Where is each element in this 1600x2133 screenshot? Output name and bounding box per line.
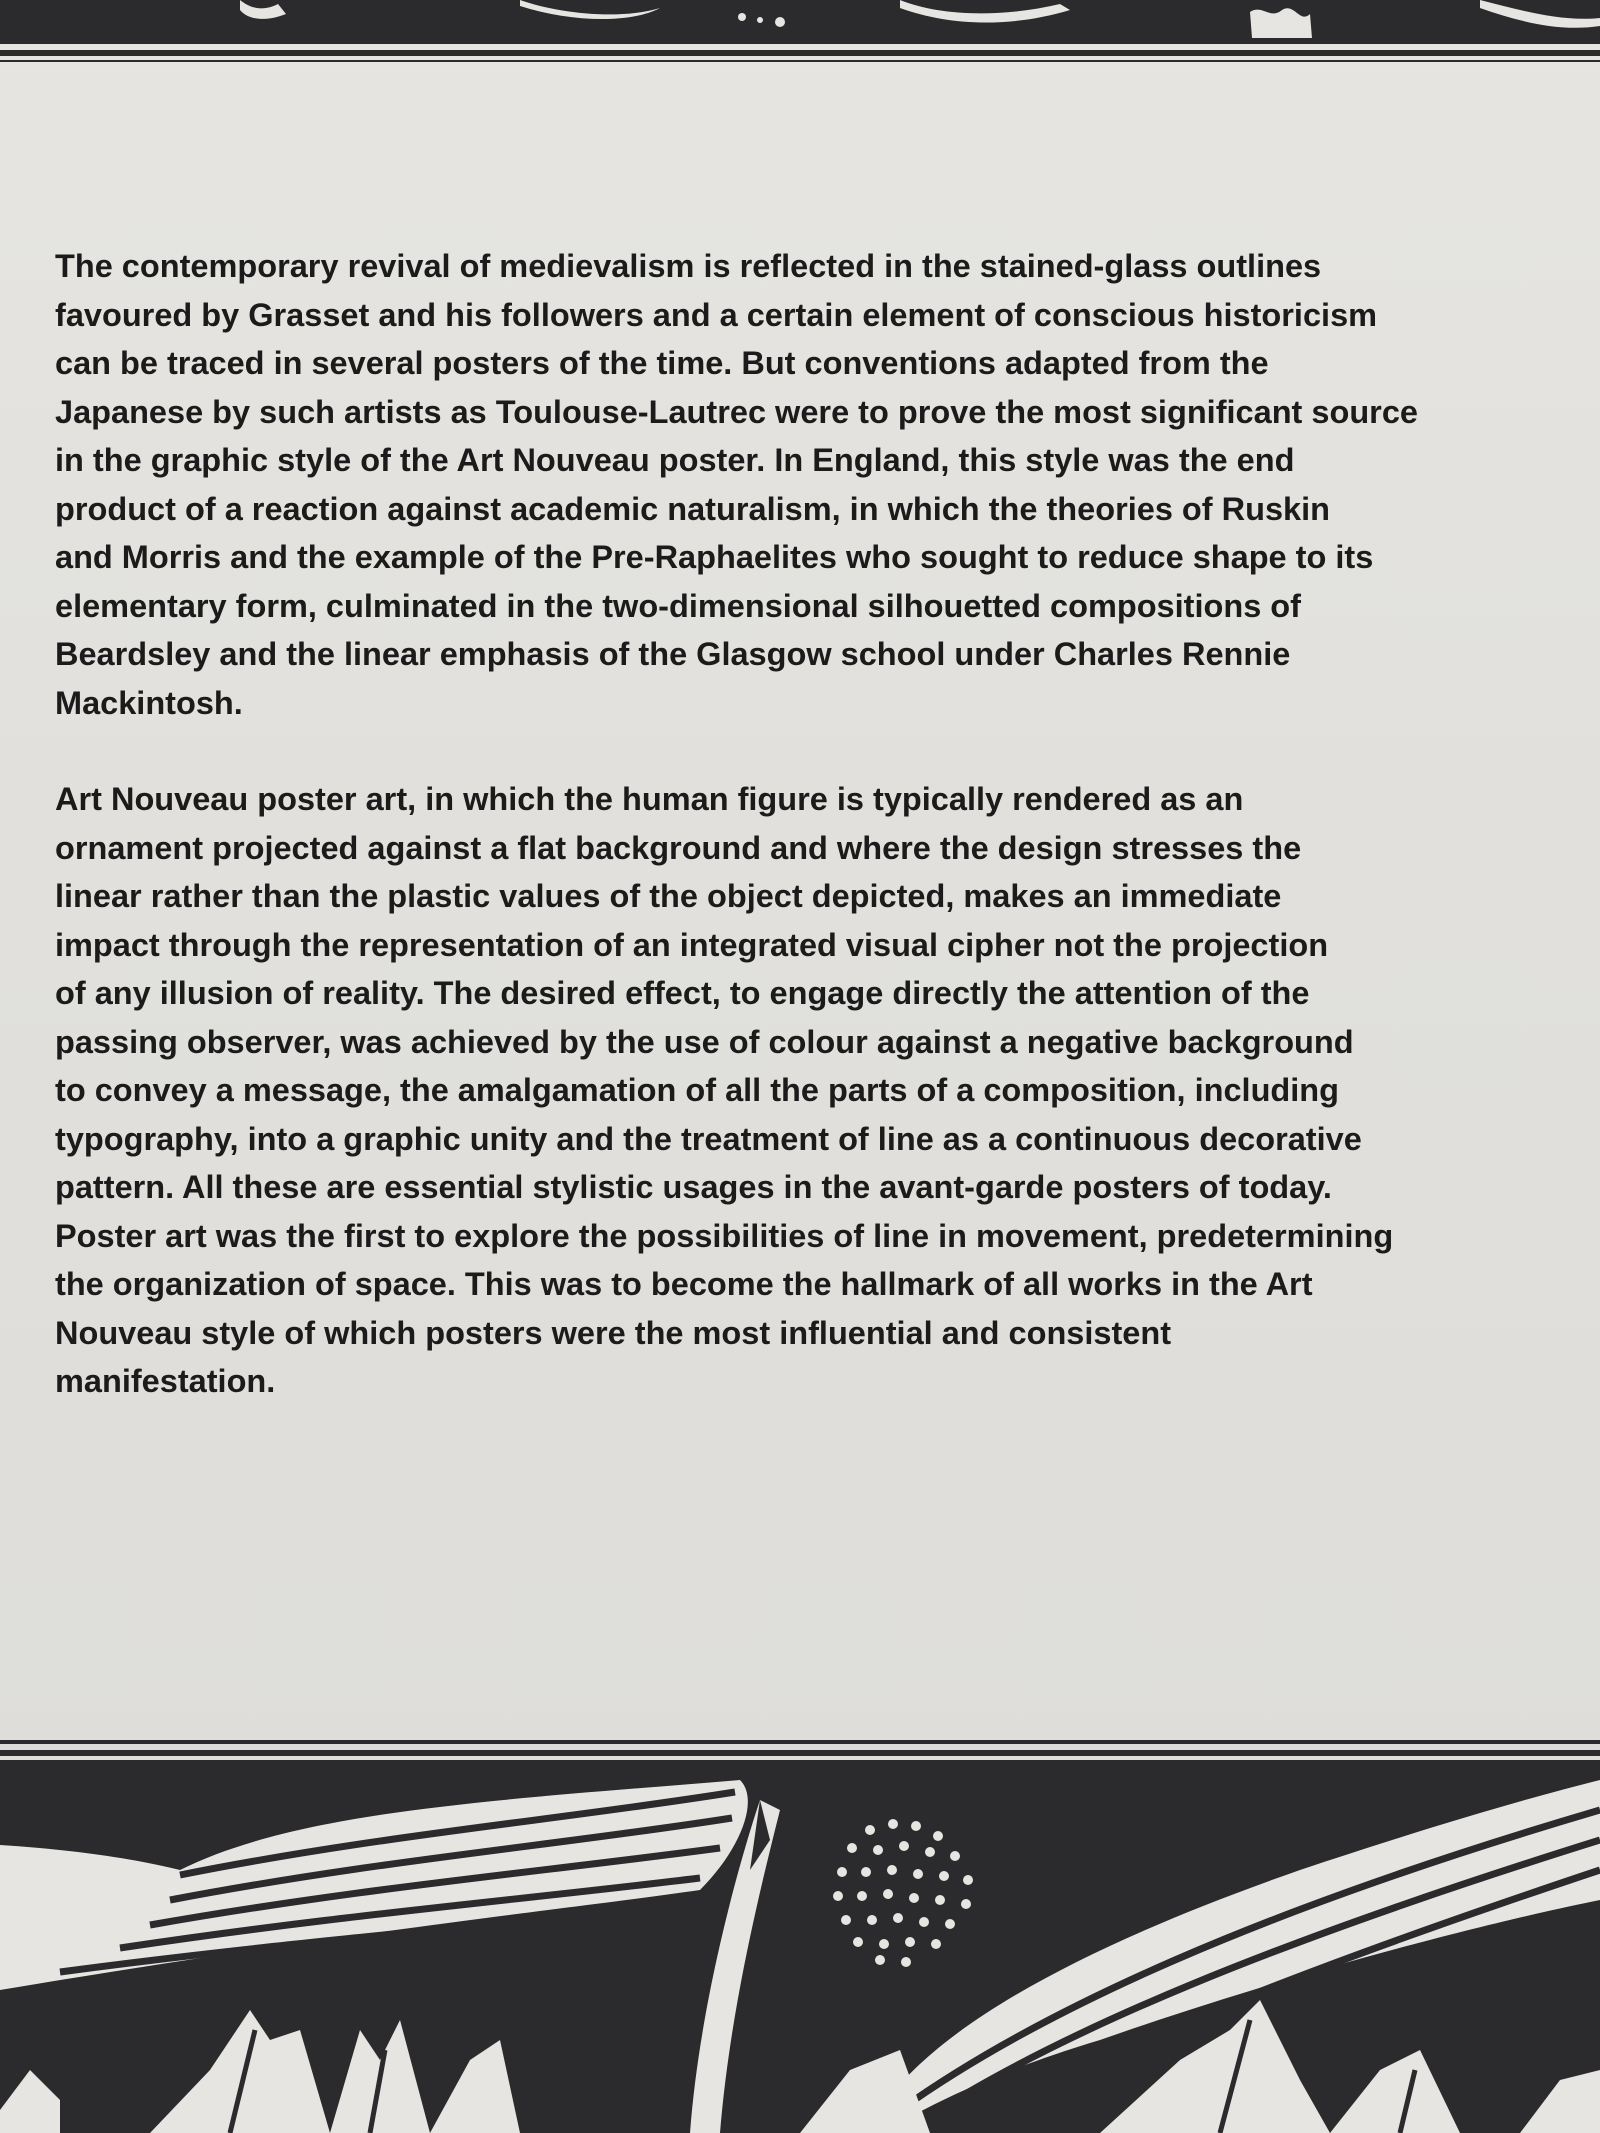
top-decorative-band (0, 0, 1600, 72)
paragraph-1: The contemporary revival of medievalism is reflected in the stained-glass outlines favoured by Grasset and his followers and a certain element of conscious historicism can be traced in several posters of the time. But conventions adapted from the Japanese by such artists as Toulouse-Lautrec were to prove the most significant source in the graphic style of the Art Nouveau poster. In England, this style was the end product of a reaction against academic naturalism, in which the theories of Ruskin and Morris and the example of the Pre-Raphaelites who sought to reduce shape to its elementary form, culminated in the two-dimensional silhouetted compositions of Beardsley and the linear emphasis of the Glasgow school under Charles Rennie Mackintosh. (55, 248, 1418, 721)
body-text (55, 242, 1575, 1406)
bottom-decorative-band (0, 1740, 1600, 2133)
paragraph-2: Art Nouveau poster art, in which the human figure is typically rendered as an ornament projected against a flat background and where the design stresses the linear rather than the plastic values of the object depicted, makes an immediate impact through the representation of an integrated visual cipher not the projection of any illusion of reality. The desired effect, to engage directly the attention of the passing observer, was achieved by the use of colour against a negative background to convey a message, the amalgamation of all the parts of a composition, including typography, into a graphic unity and the treatment of line as a continuous decorative pattern. All these are essential stylistic usages in the avant-garde posters of today. Poster art was the first to explore the possibilities of line in movement, predetermining the organization of space. This was to become the hallmark of all works in the Art Nouveau style of which posters were the most influential and consistent manifestation. (55, 781, 1394, 1399)
